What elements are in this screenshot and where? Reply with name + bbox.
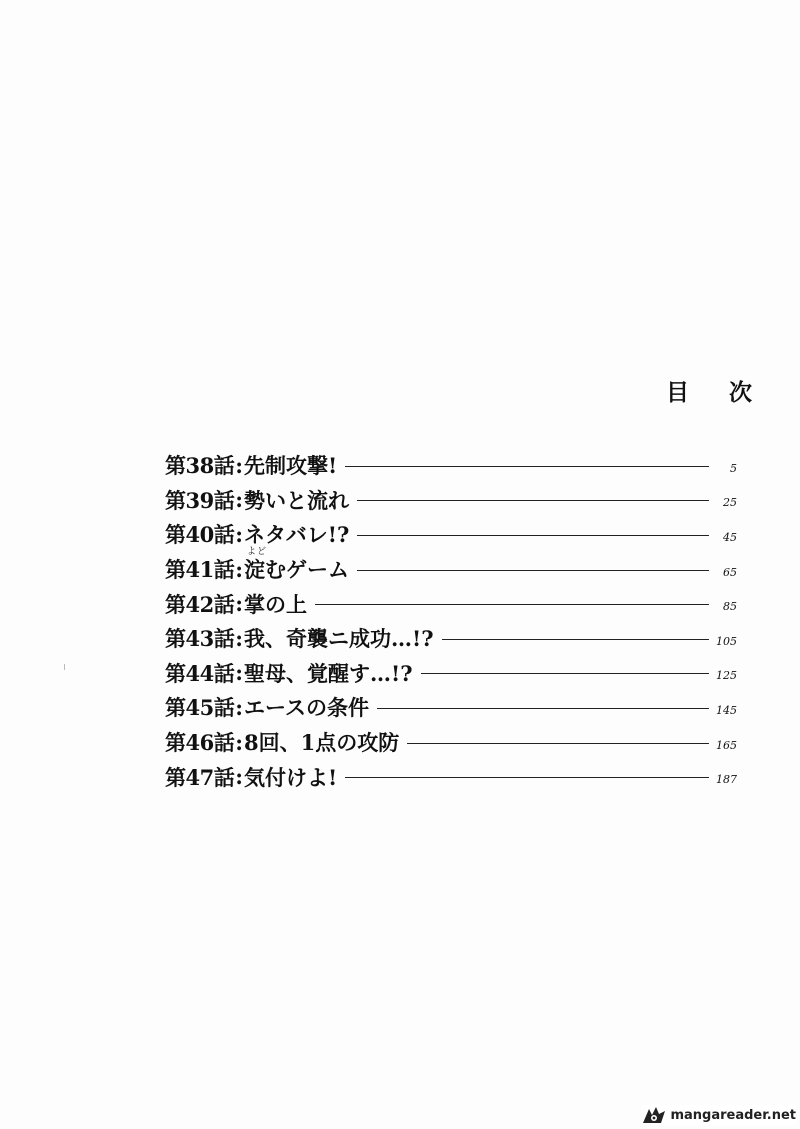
chapter-title <box>244 547 349 584</box>
chapter-page-number: 45 <box>723 530 737 544</box>
chapter-page-number: 187 <box>716 773 737 787</box>
chapter-separator: : <box>235 556 243 582</box>
chapter-title <box>244 727 399 757</box>
chapter-title-text: 勢いと流れ <box>244 487 349 513</box>
toc-row <box>165 621 737 656</box>
chapter-title-text: 気付けよ! <box>244 764 338 790</box>
chapter-page-number: 25 <box>723 496 737 510</box>
dotted-leader <box>345 777 709 778</box>
dotted-leader <box>407 743 709 744</box>
chapter-number: 第42話 <box>165 591 235 617</box>
chapter-title-text: 掌の上 <box>244 591 307 617</box>
chapter-title-ruby: よど <box>247 547 268 558</box>
chapter-title <box>244 692 369 722</box>
chapter-number: 第43話 <box>165 626 235 652</box>
toc-row <box>165 690 737 725</box>
chapter-separator: : <box>235 660 243 686</box>
chapter-title-text: ネタバレ!? <box>244 522 350 548</box>
toc-row <box>165 547 737 587</box>
chapter-number: 第40話 <box>165 522 235 548</box>
chapter-page-number: 5 <box>730 461 737 475</box>
chapter-title <box>244 589 307 619</box>
chapter-page-number: 105 <box>716 634 737 648</box>
dotted-leader <box>345 466 709 467</box>
chapter-title <box>244 623 434 653</box>
chapter-separator: : <box>235 764 243 790</box>
chapter-number: 第47話 <box>165 764 235 790</box>
chapter-title <box>244 658 413 688</box>
chapter-number: 第45話 <box>165 695 235 721</box>
dotted-leader <box>377 708 709 709</box>
chapter-separator: : <box>235 625 243 651</box>
dotted-leader <box>442 639 709 640</box>
scan-speck <box>64 664 65 670</box>
chapter-number: 第41話 <box>165 557 235 583</box>
toc-row <box>165 725 737 760</box>
chapter-separator: : <box>235 452 243 478</box>
chapter-title-text: 聖母、覚醒す…!? <box>244 660 413 686</box>
chapter-title-text: エースの条件 <box>244 695 369 721</box>
chapter-separator: : <box>235 521 243 547</box>
chapter-page-number: 125 <box>716 669 737 683</box>
toc-row <box>165 586 737 621</box>
chapter-number: 第44話 <box>165 660 235 686</box>
chapter-title <box>244 485 349 515</box>
chapter-page-number: 65 <box>723 565 737 579</box>
anime-character-logo-icon <box>641 1105 667 1125</box>
toc-row <box>165 483 737 518</box>
chapter-title-text: 先制攻撃! <box>244 453 338 479</box>
chapter-title <box>244 762 337 792</box>
chapter-page-number: 145 <box>716 703 737 717</box>
chapter-title <box>244 450 337 480</box>
dotted-leader <box>357 500 709 501</box>
chapter-number: 第39話 <box>165 487 235 513</box>
chapter-title-text: 我、奇襲ニ成功…!? <box>244 626 434 652</box>
watermark-text: mangareader.net <box>670 1107 796 1123</box>
toc-row <box>165 759 737 794</box>
chapter-separator: : <box>235 591 243 617</box>
chapter-page-number: 85 <box>723 600 737 614</box>
dotted-leader <box>357 535 709 536</box>
dotted-leader <box>315 604 709 605</box>
chapter-separator: : <box>235 694 243 720</box>
dotted-leader <box>421 673 709 674</box>
toc-heading: 目 次 <box>666 379 769 406</box>
chapter-number: 第46話 <box>165 730 235 756</box>
dotted-leader <box>357 570 709 571</box>
watermark <box>641 1105 796 1125</box>
chapter-separator: : <box>235 729 243 755</box>
chapter-page-number: 165 <box>716 738 737 752</box>
toc-row <box>165 656 737 691</box>
chapter-separator: : <box>235 487 243 513</box>
toc-list <box>165 448 737 794</box>
chapter-number: 第38話 <box>165 453 235 479</box>
chapter-title-text: 8回、1点の攻防 <box>244 730 400 756</box>
toc-row <box>165 448 737 483</box>
chapter-title-text: 淀むゲーム <box>244 557 349 583</box>
